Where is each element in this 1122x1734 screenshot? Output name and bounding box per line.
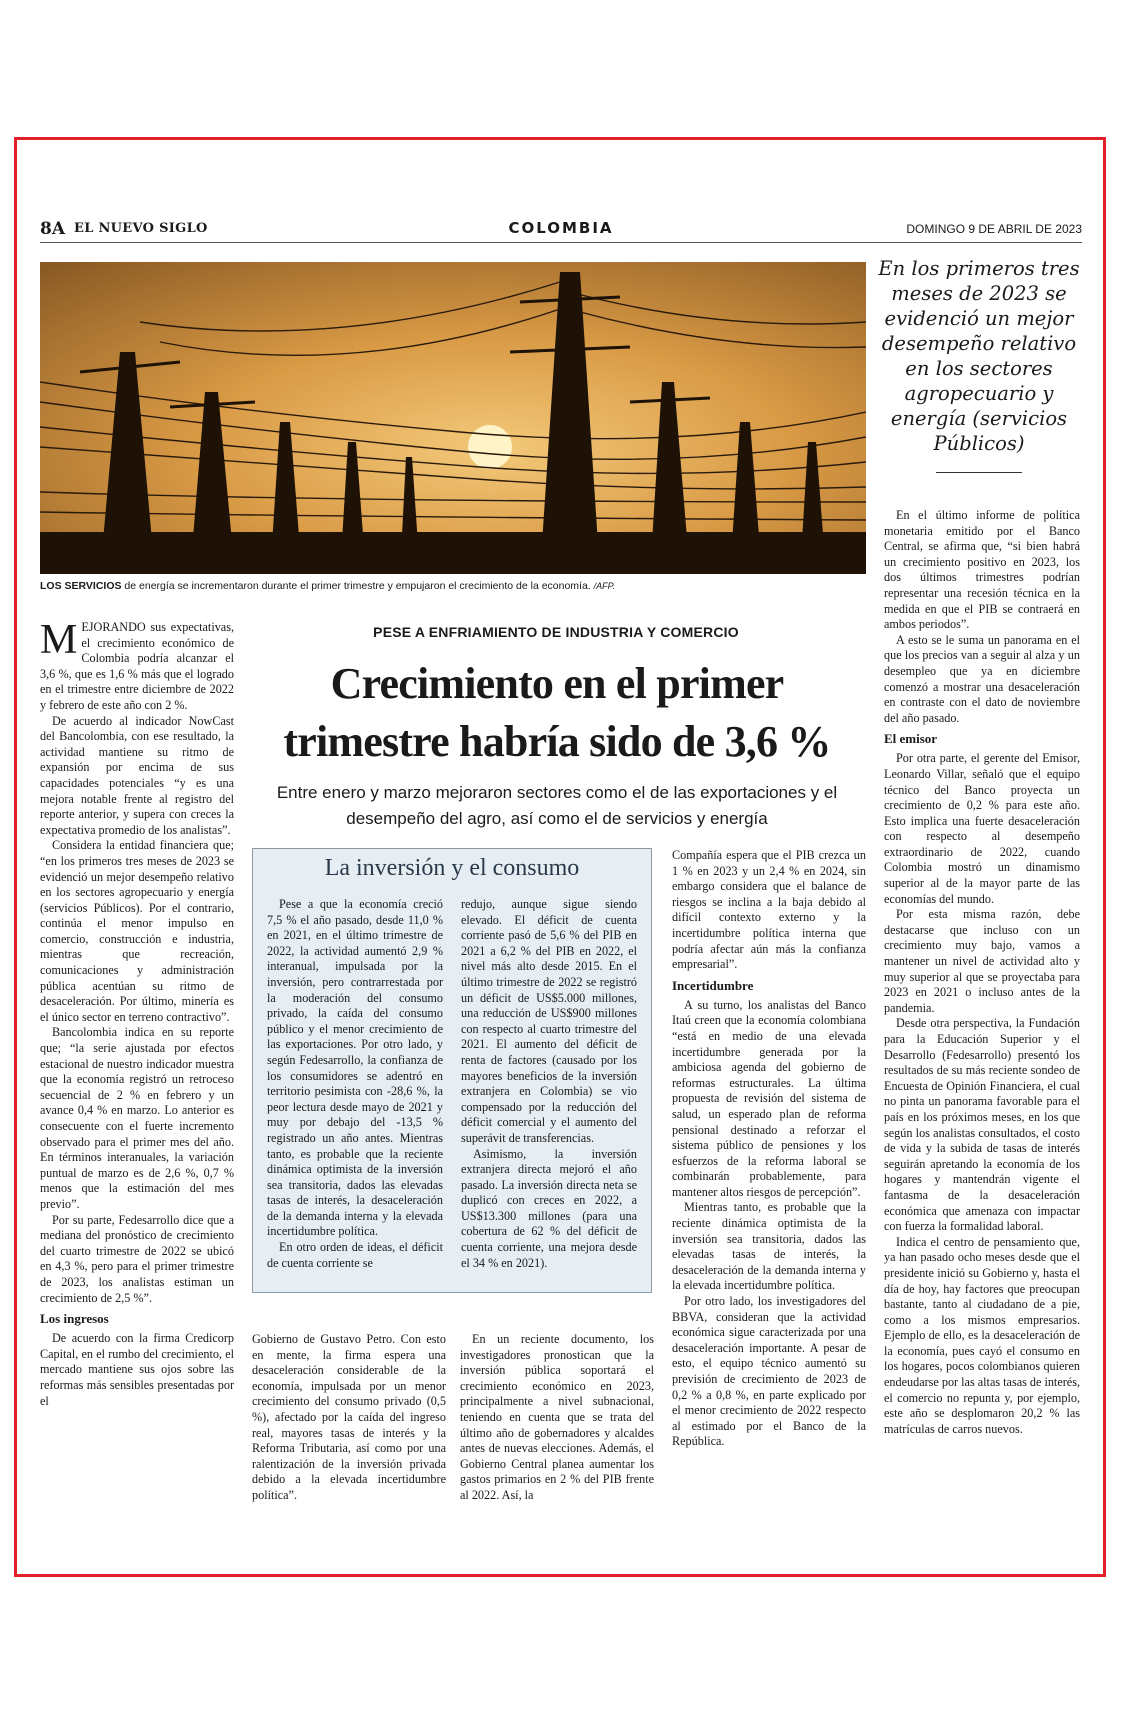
paragraph: Desde otra perspectiva, la Fundación para la Educación Superior y el Desarrollo (Fedesarrollo) presentó los resultados de su más reciente sondeo de Encuesta de Opinión Financiera, el cual no pinta un panorama favorable para el país en los próximos meses, en los que según los analistas consultados, el costo de vida y la subida de tasas de interés seguirán apretando la economía de los hogares y mantendrán vigente el fantasma de la desaceleración económica que amenaza con impactar con fuerza la formalidad laboral. (884, 1016, 1080, 1234)
photo-caption (40, 580, 870, 592)
article-column-2 (252, 1332, 446, 1504)
newspaper-name: EL NUEVO SIGLO (74, 221, 208, 236)
sidebar-column-right (461, 897, 637, 1271)
paragraph: A esto se le suma un panorama en el que los precios van a seguir al alza y un desempleo que ya en diciembre comenzó a mostrar una desaceleración en contraste con el dato de noviembre del año pasado. (884, 632, 1080, 725)
article-deck: Entre enero y marzo mejoraron sectores como el de las exportaciones y el desempeño del agro, así como el de servicios y energía (276, 783, 838, 828)
paragraph: A su turno, los analistas del Banco Itaú creen que la economía colombiana “está en medio de una elevada incertidumbre generada por la ambiciosa agenda del gobierno de reformas estructurales. La última propuesta de revisión del sistema de salud, un esperado plan de reforma pensional destinado a reforzar el sistema público de pensiones y los esfuerzos de la reforma laboral se combinarán probablemente, para mantener altos riesgos de percepción”. (672, 997, 866, 1199)
paragraph: En un reciente documento, los investigadores pronostican que la inversión pública soportará el crecimiento económico en 2023, principalmente a nivel subnacional, teniendo en cuenta que se trata del último año de gobernadores y alcaldes antes de nuevas elecciones. Además, el Gobierno Central planea aumentar los gastos primarios en 2 % del PIB frente al 2022. Así, la (460, 1332, 654, 1502)
paragraph: De acuerdo con la firma Credicorp Capital, en el rumbo del crecimiento, el mercado mantiene sus ojos sobre las reformas más sensibles presentadas por el (40, 1331, 234, 1408)
drop-cap: M (40, 617, 78, 663)
power-lines-photo (40, 262, 866, 574)
article-column-5 (884, 508, 1080, 1437)
section-title: COLOMBIA (508, 219, 614, 237)
pull-quote: En los primeros tres meses de 2023 se evidenció un mejor desempeño relativo en los sectores agropecuario y energía (servicios Públicos) (878, 257, 1080, 455)
paragraph: Mientras tanto, es probable que la reciente dinámica optimista de la inversión sea transitoria, dados las elevadas tasas de interés, la desaceleración de la demanda interna y la elevada incertidumbre política. (672, 1200, 866, 1293)
article-column-1 (40, 617, 234, 1409)
paragraph: De acuerdo al indicador NowCast del Bancolombia, con ese resultado, la actividad mantiene su ritmo de expansión por encima de sus capacidades potenciales “y es una mejora notable frente al registro del reporte anterior, y supera con creces la expectativa promedio de los analistas”. (40, 713, 234, 837)
paragraph: Gobierno de Gustavo Petro. Con esto en mente, la firma espera una desaceleración considerable de la economía, impulsada por un menor crecimiento del consumo privado (0,5 %), afectado por la caída del ingreso real, mayores tasas de interés y la Reforma Tributaria, así como por una ralentización de la inversión privada debido a la elevada incertidumbre política”. (252, 1332, 446, 1502)
lead-paragraph (40, 617, 234, 714)
paragraph: Considera la entidad financiera que; “en los primeros tres meses de 2023 se evidenció un mejor desempeño relativo en los sectores agropecuario y energía (servicios Públicos). Por el contrario, continúa el menor impulso en comercio, construcción e industria, mientras que recreación, comunicaciones y administración pública acentúan su ritmo de desaceleración. Por último, minería es el único sector en terreno contractivo”. (40, 838, 234, 1024)
page-header (40, 216, 1082, 243)
paragraph: Por su parte, Fedesarrollo dice que a mediana del pronóstico de crecimiento del cuarto trimestre de 2022 se ubicó en 4,3 %, pero para el primer trimestre de 2023, los analistas estiman un crecimiento de 2,5 %”. (40, 1212, 234, 1305)
paragraph: Bancolombia indica en su reporte que; “la serie ajustada por efectos estacional de nuestro indicador muestra que la economía registró un retroceso secuencial de 2 % en febrero y un avance 0,4 % en marzo. Lo anterior es consecuente con el fuerte incremento observado para el primer mes del año. En términos interanuales, la variación puntual de marzo es de 2,6 %, 0,7 % menos que la estimación del mes previo”. (40, 1025, 234, 1211)
caption-lead: LOS SERVICIOS (40, 580, 122, 592)
paragraph: Pese a que la economía creció 7,5 % el año pasado, desde 11,0 % en 2021, en el último trimestre de 2022, la actividad aumentó 2,9 % interanual, impulsada por la inversión, pero contrarrestada por la moderación del consumo privado, la caída del consumo público y el menor crecimiento de las exportaciones. Por otro lado, y según Fedesarrollo, la confianza de los consumidores se adentró en territorio pesimista con -28,6 %, la peor lectura desde mayo de 2021 y muy por debajo del -13,5 % registrado un año antes. Mientras tanto, es probable que la reciente dinámica optimista de la inversión sea transitoria, dados las elevadas tasas de interés, la desaceleración de la demanda interna y la elevada incertidumbre política. (267, 897, 443, 1239)
paragraph: Por otra parte, el gerente del Emisor, Leonardo Villar, señaló que el equipo técnico del Banco proyecta un crecimiento de 0,2 % para este año. Esto implica una fuerte desaceleración con respecto al desempeño extraordinario de 2022, cuando Colombia mostró un dinamismo superior al de la mayor parte de las economías del mundo. (884, 751, 1080, 906)
sidebar-column-left (267, 897, 443, 1271)
page-number: 8A (40, 219, 66, 239)
article-column-3 (460, 1332, 654, 1504)
pull-quote-rule (936, 472, 1022, 473)
caption-credit: /AFP. (593, 581, 616, 591)
paragraph: Por otro lado, los investigadores del BBVA, consideran que la actividad económica sigue caracterizada por una desaceleración importante. A pesar de esto, el equipo técnico aumentó su previsión de crecimiento de 2023 de 0,2 % a 0,8 %, en parte explicado por el menor crecimiento de 2022 respecto al estimado por el Banco de la República. (672, 1294, 866, 1449)
paragraph: redujo, aunque sigue siendo elevado. El déficit de cuenta corriente pasó de 5,6 % del PIB en 2021 a 6,2 % del PIB en 2022, el nivel más alto desde 2015. En el último trimestre de 2022 se registró un déficit de US$5.000 millones, una reducción de US$900 millones con respecto al cuarto trimestre del 2021. El aumento del déficit de renta de factores (causado por los mayores beneficios de la inversión extranjera en Colombia) se vio compensado por la reducción del déficit comercial y el aumento del superávit de transferencias. (461, 897, 637, 1145)
subheading-los-ingresos: Los ingresos (40, 1311, 109, 1327)
paragraph: Indica el centro de pensamiento que, ya han pasado ocho meses desde que el presidente inició su Gobierno y, hasta el día de hoy, hay factores que preocupan bastante, tanto al ciudadano de a pie, como a los mismos empresarios. Ejemplo de ello, es la desaceleración de la economía, pues cayó el consumo en los hogares, pocos colombianos quieren endeudarse por las altas tasas de interés, el comercio no repunta y, por ejemplo, este año se desplomaron 20,2 % las matrículas de carros nuevos. (884, 1234, 1080, 1436)
caption-text: de energía se incrementaron durante el primer trimestre y empujaron el crecimiento de la economía. (121, 580, 594, 592)
lead-text: EJORANDO sus expectativas, el crecimiento económico de Colombia podría alcanzar el 3,6 %, que es 1,6 % más que el logrado en el trimestre entre diciembre de 2022 y febrero de este año con 2 %. (40, 620, 234, 712)
sunset-towers-image (40, 262, 866, 574)
paragraph: En otro orden de ideas, el déficit de cuenta corriente se (267, 1240, 443, 1270)
subheading-el-emisor: El emisor (884, 731, 938, 747)
paragraph: En el último informe de política monetaria emitido por el Banco Central, se afirma que, “si bien habrá un crecimiento positivo en 2023, los dos últimos trimestres podrían representar una recesión técnica en la medida en que el PIB se contraerá en ambos periodos”. (884, 508, 1080, 632)
article-kicker: PESE A ENFRIAMIENTO DE INDUSTRIA Y COMERCIO (373, 624, 739, 640)
paragraph: Por esta misma razón, debe destacarse que incluso con un crecimiento muy bajo, vamos a mantener un nivel de actividad alto y muy superior al que se proyectaba para 2023 en 2021 o incluso antes de la pandemia. (884, 907, 1080, 1015)
article-column-4 (672, 848, 866, 1450)
issue-date: DOMINGO 9 DE ABRIL DE 2023 (906, 222, 1082, 236)
sidebar-title: La inversión y el consumo (324, 855, 580, 881)
paragraph: Asimismo, la inversión extranjera directa mejoró el año pasado. La inversión directa neta se duplicó con creces en 2022, a US$13.300 millones (para una cobertura de 62 % del déficit de cuenta corriente, una mejora desde el 34 % en 2021). (461, 1146, 637, 1270)
subheading-incertidumbre: Incertidumbre (672, 977, 754, 993)
sidebar-box (252, 848, 652, 1293)
article-headline: Crecimiento en el primer trimestre habría sido de 3,6 % (283, 659, 831, 766)
paragraph: Compañía espera que el PIB crezca un 1 % en 2023 y un 2,4 % en 2024, sin embargo considera que el balance de riesgos se inclina a la baja debido al difícil contexto externo y la incertidumbre política interna que podría afectar aún más la confianza empresarial”. (672, 848, 866, 972)
